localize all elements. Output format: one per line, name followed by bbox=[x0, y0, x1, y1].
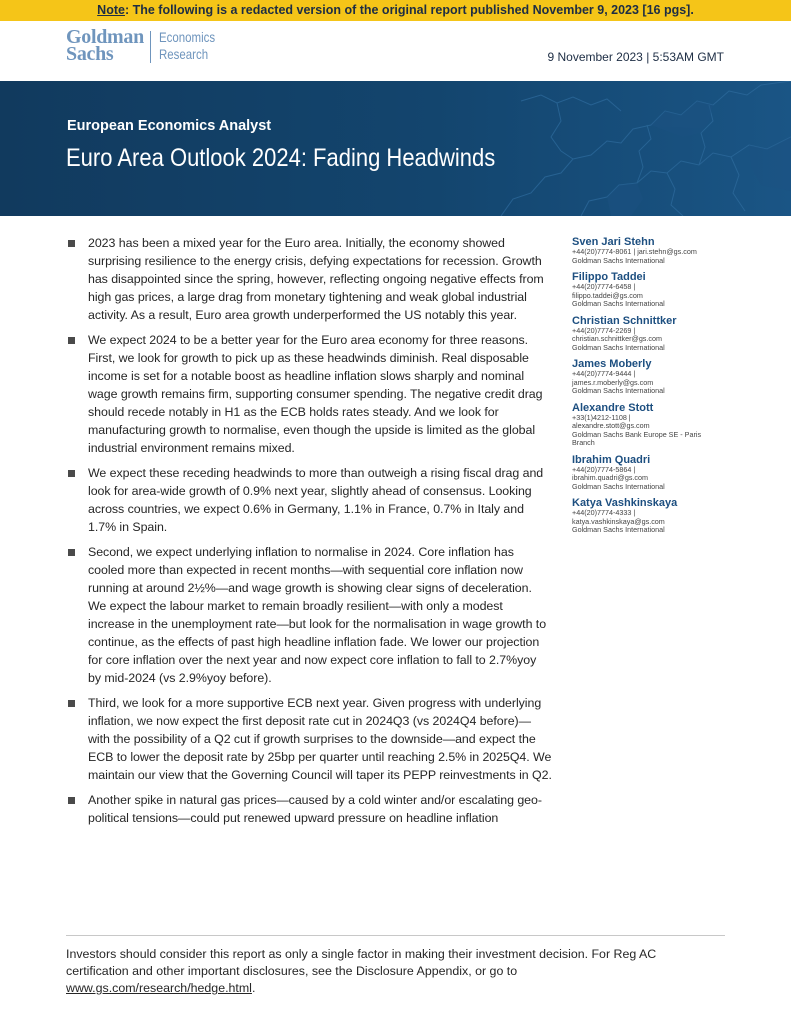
author-email: alexandre.stott@gs.com bbox=[572, 421, 650, 430]
bullet-item bbox=[68, 694, 552, 784]
division-line-1: Economics bbox=[158, 29, 216, 45]
division-line-2: Research bbox=[158, 46, 209, 62]
goldman-sachs-logo bbox=[66, 26, 227, 65]
author-entry bbox=[572, 497, 732, 535]
author-name: Katya Vashkinskaya bbox=[572, 497, 678, 509]
bullet-text: 2023 has been a mixed year for the Euro area. Initially, the economy showed surprising resilience to the energy crisis, defying expectations for recession. Growth has disappointed since the spring, however, reflecting ongoing negative effects from high gas prices, a large drag from monetary tightening and weak global industrial activity. As a result, Euro area growth underperformed the US notably this year. bbox=[88, 236, 544, 322]
bullet-text: We expect 2024 to be a better year for the Euro area economy for three reasons. First, we look for growth to pick up as these headwinds diminish. Real disposable income is set for a notable boost as headline inflation slows sharply and nominal wage growth remains firm, supporting consumer spending. The negative credit drag should recede notably in H1 as the ECB holds rates steady. And we look for manufacturing growth to normalise, even though the upside is limited as the global industrial environment remains mixed. bbox=[88, 333, 543, 455]
disclosure-text: Investors should consider this report as only a single factor in making their investment decision. For Reg AC certification and other important disclosures, see the Disclosure Appendix, or go to bbox=[66, 947, 657, 978]
europe-map-graphic bbox=[461, 81, 791, 216]
report-date: 9 November 2023 | 5:53AM GMT bbox=[547, 50, 724, 64]
note-label: Note bbox=[97, 3, 125, 17]
author-entry bbox=[572, 402, 732, 448]
logo-line-1: Goldman bbox=[66, 26, 144, 48]
series-name: European Economics Analyst bbox=[67, 118, 272, 134]
disclosure-end: . bbox=[251, 981, 256, 995]
author-email: christian.schnittker@gs.com bbox=[572, 334, 662, 343]
report-title: Euro Area Outlook 2024: Fading Headwinds bbox=[66, 144, 496, 172]
author-entry bbox=[572, 358, 732, 396]
author-phone: +44(20)7774-4333 | bbox=[572, 508, 636, 517]
author-affiliation: Goldman Sachs International bbox=[572, 299, 665, 308]
bullet-text: Third, we look for a more supportive ECB next year. Given progress with underlying inflation, we now expect the first deposit rate cut in 2024Q3 (vs 2024Q4 before)—with the possibility of a Q2 cut if growth surprises to the downside—and expect the ECB to lower the deposit rate by 25bp per quarter until reaching 2.5% in 2025Q4. We maintain our view that the Governing Council will taper its PEPP reinvestments in Q2. bbox=[88, 696, 552, 782]
author-name: Alexandre Stott bbox=[572, 401, 654, 414]
bullet-item bbox=[68, 464, 552, 536]
author-affiliation: Goldman Sachs International bbox=[572, 342, 665, 352]
author-entry bbox=[572, 315, 732, 353]
author-entry bbox=[572, 271, 732, 309]
logo-divider bbox=[150, 31, 151, 63]
redaction-note-bar bbox=[0, 0, 791, 21]
logo-line-2: Sachs bbox=[66, 43, 114, 65]
summary-bullets bbox=[68, 234, 552, 834]
bullet-square-icon bbox=[68, 470, 75, 477]
author-list bbox=[572, 236, 732, 541]
author-name: Sven Jari Stehn bbox=[572, 236, 655, 248]
bullet-item bbox=[68, 543, 552, 687]
bullet-text: Second, we expect underlying inflation to normalise in 2024. Core inflation has cooled more than expected in recent months—with sequential core inflation now running at around 2½%—and wage growth is showing clear signs of deceleration. We expect the labour market to remain broadly resilient—with only a modest increase in the unemployment rate—but look for the normalisation in wage growth to continue, as the effects of past high headline inflation fade. We lower our projection for core inflation over the next year and now expect core inflation to fall to 2.7%yoy by mid-2024 (vs 2.9%yoy before). bbox=[88, 545, 547, 685]
bullet-text: Another spike in natural gas prices—caused by a cold winter and/or escalating geo-political tensions—could put renewed upward pressure on headline inflation bbox=[88, 793, 542, 825]
author-phone: +44(20)7774-2269 | bbox=[572, 325, 636, 335]
author-email: ibrahim.quadri@gs.com bbox=[572, 473, 649, 482]
author-phone: +44(20)7774-9444 | bbox=[572, 369, 636, 378]
author-email: james.r.moberly@gs.com bbox=[572, 377, 654, 387]
bullet-square-icon bbox=[68, 700, 75, 707]
bullet-square-icon bbox=[68, 797, 75, 804]
author-name: Filippo Taddei bbox=[572, 271, 646, 283]
author-affiliation: Goldman Sachs Bank Europe SE - Paris bbox=[572, 429, 702, 439]
bullet-square-icon bbox=[68, 240, 75, 247]
author-name: Ibrahim Quadri bbox=[572, 453, 651, 466]
masthead bbox=[0, 21, 791, 81]
note-text: : The following is a redacted version of the original report published November 9, 2023 [16 pgs]. bbox=[124, 3, 694, 17]
disclosure-link[interactable]: www.gs.com/research/hedge.html bbox=[66, 981, 252, 995]
division-name bbox=[159, 29, 215, 63]
author-affiliation: Goldman Sachs International bbox=[572, 525, 665, 534]
bullet-text: We expect these receding headwinds to more than outweigh a rising fiscal drag and look for area-wide growth of 0.9% next year, slightly ahead of consensus. Looking across countries, we expect 0.6% in Germany, 1.1% in France, 0.7% in Italy and 1.7% in Spain. bbox=[88, 466, 544, 534]
author-affiliation: Goldman Sachs International bbox=[572, 386, 665, 395]
footer-divider bbox=[66, 935, 725, 936]
title-banner bbox=[0, 81, 791, 216]
author-name: Christian Schnittker bbox=[572, 314, 677, 327]
author-affiliation: Goldman Sachs International bbox=[572, 255, 665, 265]
bullet-item bbox=[68, 331, 552, 457]
author-entry bbox=[572, 454, 732, 492]
bullet-item bbox=[68, 791, 552, 827]
author-phone: +44(20)7774-6458 | bbox=[572, 282, 636, 291]
disclosure-footer bbox=[66, 946, 706, 997]
bullet-square-icon bbox=[68, 549, 75, 556]
author-affiliation-cont: Branch bbox=[572, 438, 595, 447]
author-entry bbox=[572, 236, 732, 265]
author-phone: +33(1)4212-1108 | bbox=[572, 412, 631, 422]
logo-wordmark bbox=[66, 26, 144, 65]
author-phone: +44(20)7774-5864 | bbox=[572, 464, 636, 474]
author-email: filippo.taddei@gs.com bbox=[572, 290, 643, 300]
bullet-square-icon bbox=[68, 337, 75, 344]
author-email: katya.vashkinskaya@gs.com bbox=[572, 516, 665, 526]
author-name: James Moberly bbox=[572, 358, 652, 370]
bullet-item bbox=[68, 234, 552, 324]
author-contact: +44(20)7774-8061 | jari.stehn@gs.com bbox=[572, 247, 697, 256]
author-affiliation: Goldman Sachs International bbox=[572, 481, 665, 491]
